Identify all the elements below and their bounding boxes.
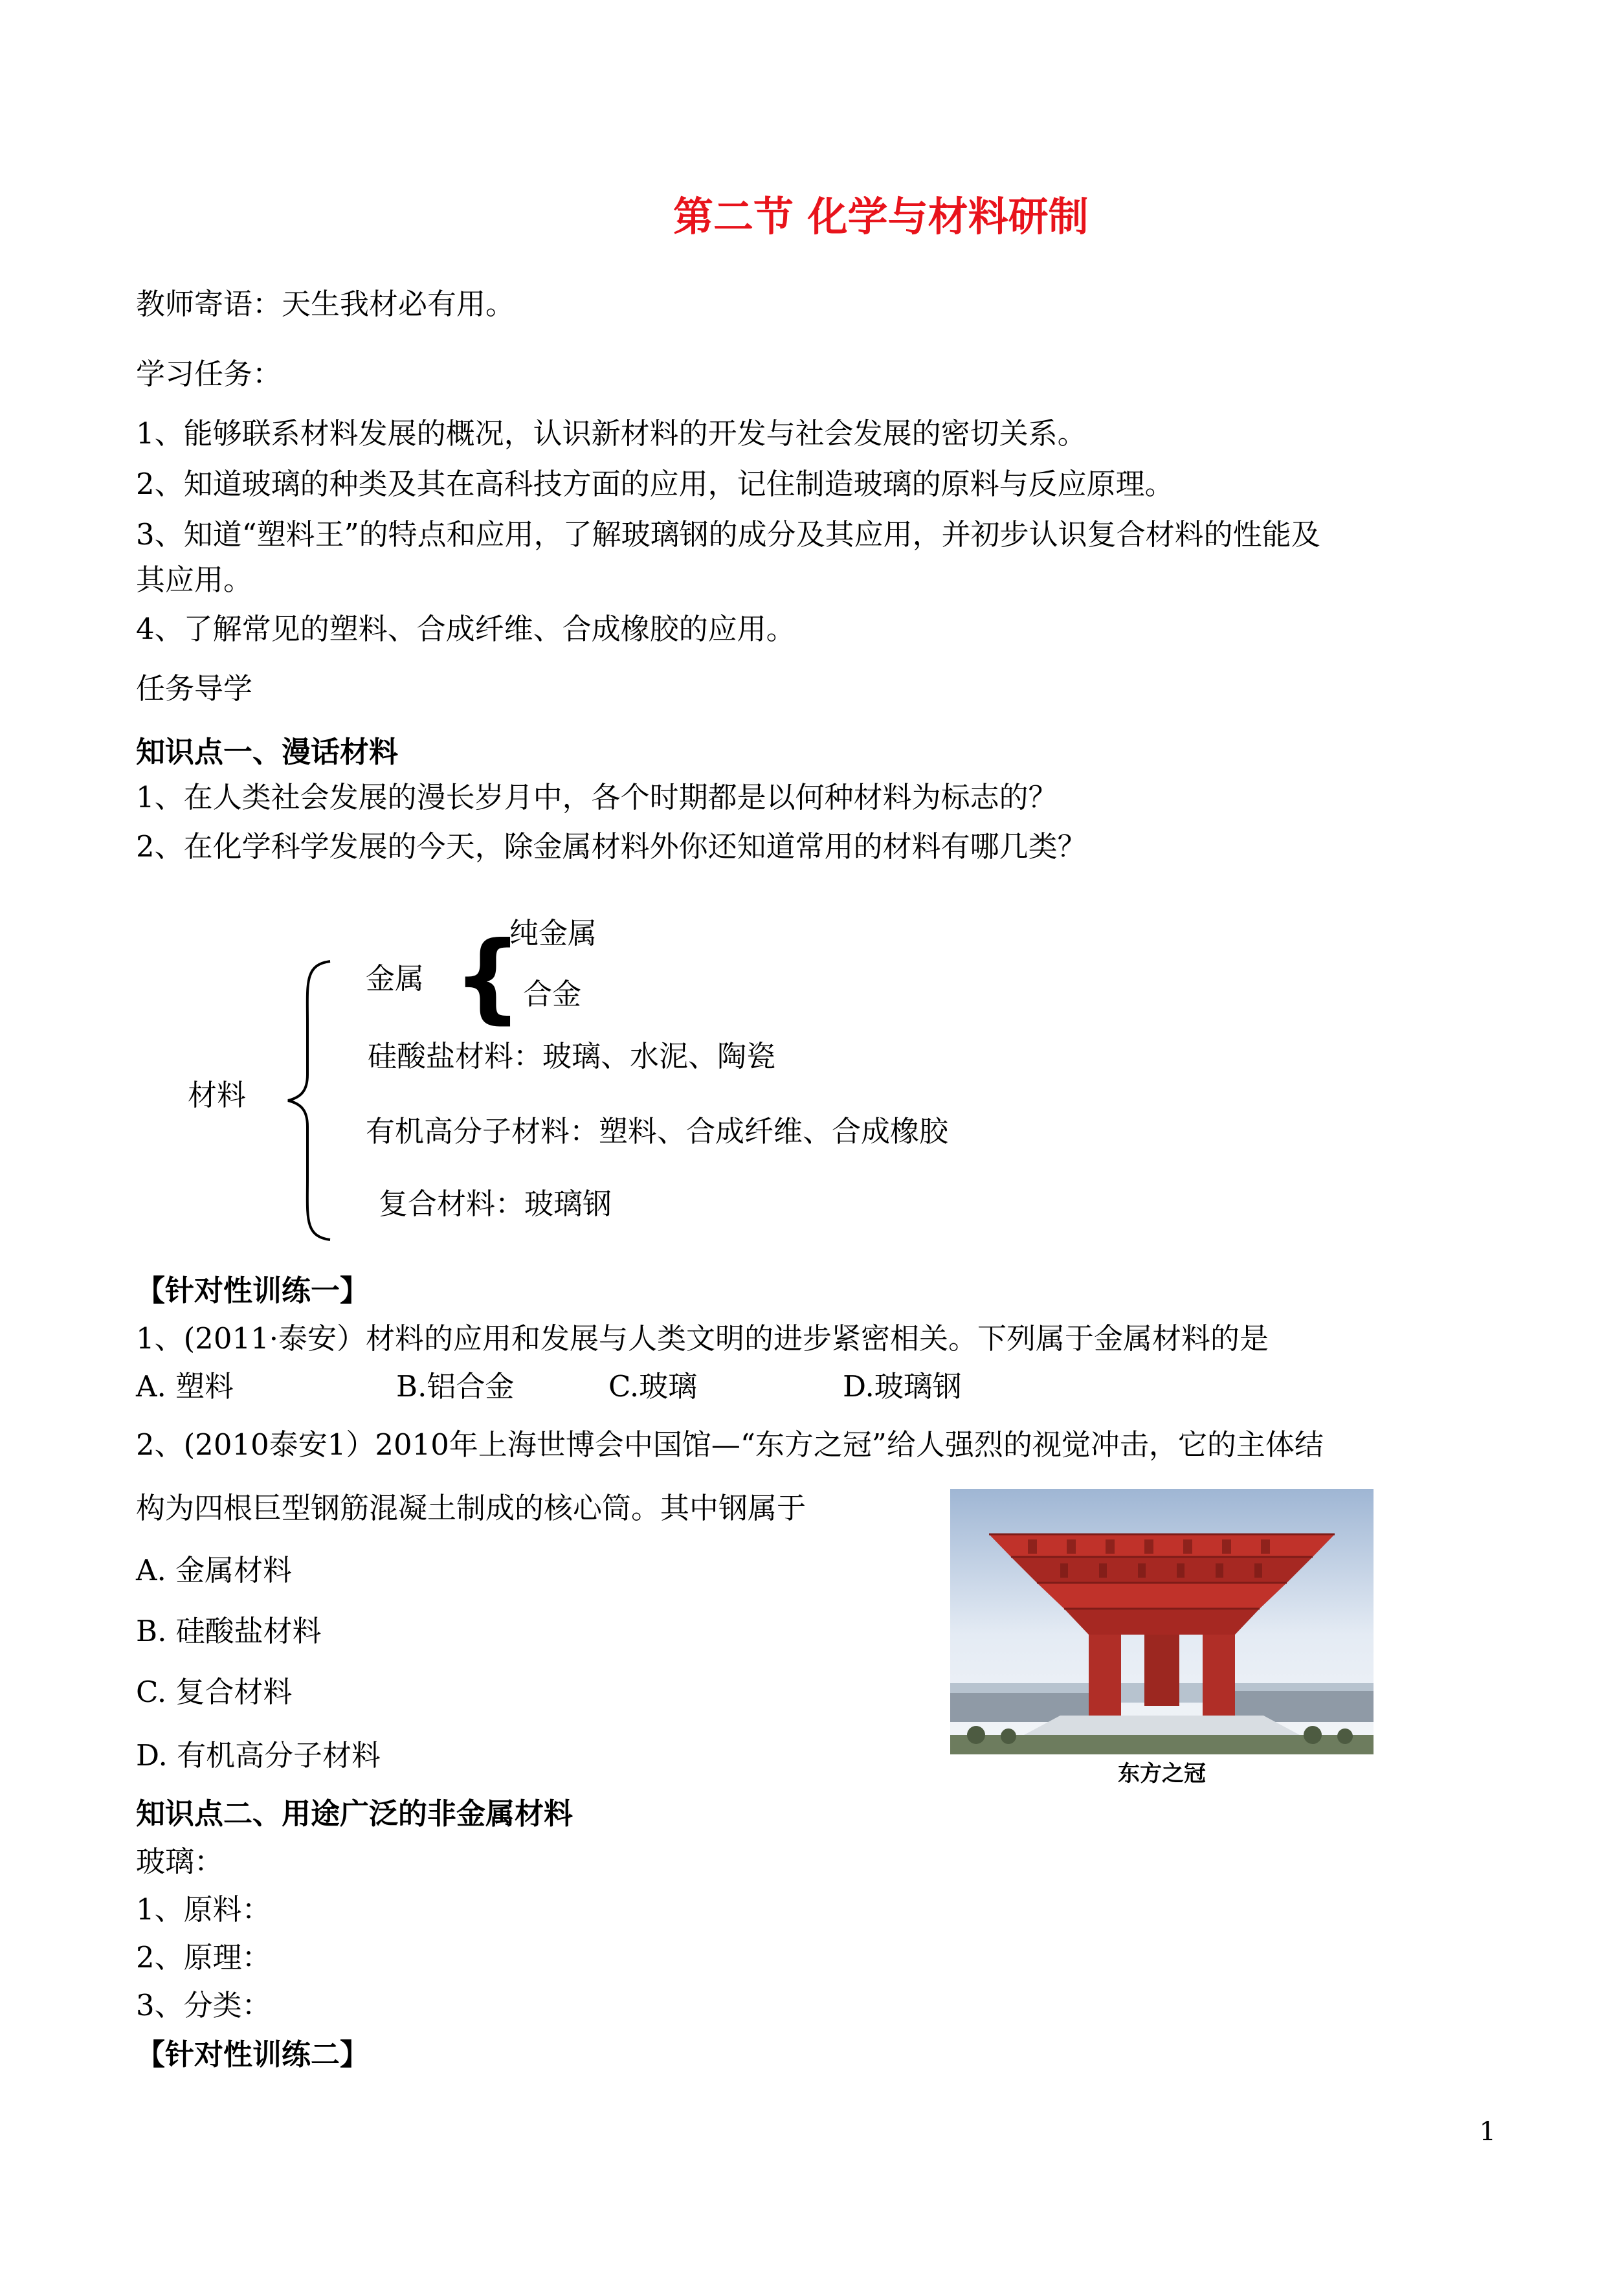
diagram-alloy: 合金 (523, 977, 582, 1011)
q2-option: B. 硅酸盐材料 (136, 1614, 322, 1648)
q2-option: C. 复合材料 (136, 1675, 293, 1709)
kp1-question: 1、在人类社会发展的漫长岁月中，各个时期都是以何种材料为标志的？ (136, 780, 1058, 814)
q2-option: A. 金属材料 (136, 1553, 293, 1587)
diagram-organic: 有机高分子材料：塑料、合成纤维、合成橡胶 (366, 1114, 949, 1148)
task-item: 其应用。 (136, 563, 253, 597)
q1-option: B.铝合金 (396, 1369, 515, 1404)
training1-q2: 构为四根巨型钢筋混凝土制成的核心筒。其中钢属于 (136, 1491, 806, 1525)
kp2-item: 3、分类： (136, 1988, 271, 2022)
page-title: 第二节 化学与材料研制 (673, 193, 1089, 240)
curly-brace-icon (285, 958, 343, 1243)
guide-heading: 任务导学 (136, 671, 253, 706)
curly-brace-small-icon: { (453, 921, 522, 1034)
task-item: 1、能够联系材料发展的概况，认识新材料的开发与社会发展的密切关系。 (136, 416, 1087, 451)
training2-heading: 【针对性训练二】 (136, 2037, 370, 2072)
task-item: 2、知道玻璃的种类及其在高科技方面的应用，记住制造玻璃的原料与反应原理。 (136, 467, 1174, 501)
task-item: 3、知道“塑料王”的特点和应用，了解玻璃钢的成分及其应用，并初步认识复合材料的性能及 (136, 517, 1320, 552)
kp2-item: 2、原理： (136, 1940, 271, 1974)
q1-option: D.玻璃钢 (843, 1369, 962, 1404)
diagram-root-label: 材料 (188, 1078, 247, 1112)
kp1-heading: 知识点一、漫话材料 (136, 735, 399, 769)
training1-q2: 2、(2010泰安1）2010年上海世博会中国馆—“东方之冠”给人强烈的视觉冲击，它的主体结 (136, 1427, 1324, 1462)
training1-heading: 【针对性训练一】 (136, 1273, 370, 1308)
teacher-message: 教师寄语：天生我材必有用。 (136, 287, 515, 321)
task-item: 4、了解常见的塑料、合成纤维、合成橡胶的应用。 (136, 612, 795, 646)
diagram-pure-metal: 纯金属 (509, 916, 597, 950)
tasks-heading: 学习任务： (136, 357, 282, 391)
kp2-heading: 知识点二、用途广泛的非金属材料 (136, 1796, 573, 1831)
q1-option: C.玻璃 (608, 1369, 698, 1404)
training1-q1: 1、(2011·泰安）材料的应用和发展与人类文明的进步紧密相关。下列属于金属材料的是 (136, 1321, 1269, 1356)
diagram-silicate: 硅酸盐材料：玻璃、水泥、陶瓷 (368, 1039, 776, 1073)
photo-caption: 东方之冠 (1118, 1761, 1206, 1787)
kp2-item: 1、原料： (136, 1892, 271, 1927)
kp1-question: 2、在化学科学发展的今天，除金属材料外你还知道常用的材料有哪几类？ (136, 829, 1087, 864)
page-number: 1 (1479, 2117, 1496, 2147)
q1-option: A. 塑料 (136, 1369, 234, 1404)
diagram-metal-label: 金属 (366, 961, 425, 996)
china-pavilion-image (950, 1489, 1374, 1754)
kp2-glass-label: 玻璃： (136, 1844, 224, 1879)
q2-option: D. 有机高分子材料 (136, 1738, 381, 1773)
diagram-composite: 复合材料：玻璃钢 (379, 1187, 612, 1221)
